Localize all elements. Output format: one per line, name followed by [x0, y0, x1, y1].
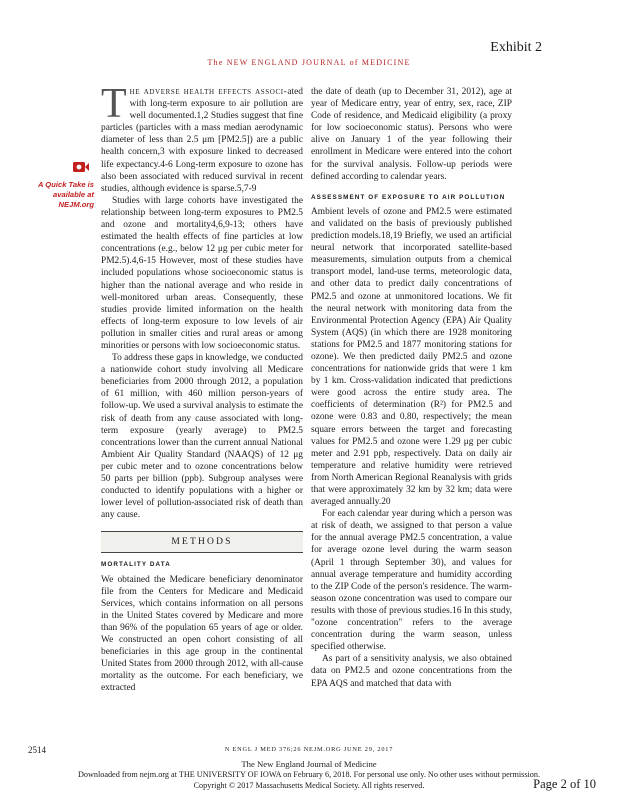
paragraph: Studies with large cohorts have investigated the relationship between long-term exposures to PM2.5 and ozone and mortality4,6,9-13; others have estimated the health effects of fine particles at low concentrations (e.g., below 12 μg per cubic meter for PM2.5).4,6-15 However, most of these studies have included populations whose socioeconomic status is higher than the national average and who reside in well-monitored urban areas. Consequently, these studies provide limited information on the health effects of long-term exposure to low levels of air pollution in smaller cities and rural areas or among minorities or persons with low socioeconomic status. — [101, 195, 303, 351]
left-column — [101, 81, 303, 695]
copyright-notice: Copyright © 2017 Massachusetts Medical Society. All rights reserved. — [193, 781, 425, 790]
paragraph: To address these gaps in knowledge, we conducted a nationwide cohort study involving all Medicare beneficiaries from 2000 through 2012, a population of 61 million, with 460 million person-years of follow-up. We used a survival analysis to estimate the risk of death from any cause associated with long-term exposure (yearly average) to PM2.5 concentrations lower than the current annual National Ambient Air Quality Standard (NAAQS) of 12 μg per cubic meter and to ozone concentrations below 50 parts per billion (ppb). Subgroup analyses were conducted to identify populations with a higher or lower level of pollution-associated risk of death than any cause. — [101, 353, 303, 521]
right-column — [311, 86, 512, 690]
page-of-indicator: Page 2 of 10 — [533, 777, 596, 791]
exhibit-label: Exhibit 2 — [490, 40, 542, 55]
intro-paragraph — [101, 81, 303, 195]
intro-rest: ated with long-term exposure to air pollution are well documented.1,2 Studies suggest that fine particles (particles with a mass median aerodynamic diameter of less than 2.5 μm [PM2.5]) are a public health concern,3 with exposure linked to decreased life expectancy.4-6 Long-term exposure to ozone has also been associated with reduced survival in recent studies, although evidence is sparse.5,7-9 — [101, 87, 303, 194]
footer-journal-name: The New England Journal of Medicine — [241, 759, 377, 769]
page-number: 2514 — [28, 745, 46, 755]
paragraph: the date of death (up to December 31, 2012), age at year of Medicare entry, year of entry, sex, race, ZIP Code of residence, and Medicaid eligibility (a proxy for low socioeconomic status). Persons who were alive on January 1 of the year following their enrollment in Medicare were entered into the cohort for the survival analysis. Follow-up periods were defined according to calendar years. — [311, 87, 512, 182]
paragraph: As part of a sensitivity analysis, we also obtained data on PM2.5 and ozone concentrations from the EPA AQS and matched that data with — [311, 654, 512, 689]
download-notice: Downloaded from nejm.org at THE UNIVERSITY OF IOWA on February 6, 2018. For personal use only. No other uses without permission. — [77, 770, 541, 779]
quick-take-link[interactable]: A Quick Take is available at NEJM.org — [38, 180, 94, 209]
drop-cap: T — [101, 81, 127, 127]
video-icon[interactable] — [72, 160, 90, 174]
journal-header: The NEW ENGLAND JOURNAL of MEDICINE — [207, 58, 411, 67]
footer-journal-line: N ENGL J MED 376;26 NEJM.ORG JUNE 29, 2017 — [224, 746, 394, 753]
intro-lead-sc: adverse health effects associ- — [143, 87, 288, 97]
section-subheading: MORTALITY DATA — [101, 561, 171, 569]
paragraph: Ambient levels of ozone and PM2.5 were estimated and validated on the basis of previously published prediction models.18,19 Briefly, we used an artificial neural network that incorporated satellite-based measurements, simulation outputs from a chemical transport model, land-use terms, meteorologic data, and other data to predict daily concentrations of PM2.5 and ozone at unmonitored locations. We fit the neural network with monitoring data from the Environmental Protection Agency (EPA) Air Quality System (AQS) (in which there are 1928 monitoring stations for PM2.5 and 1877 monitoring stations for ozone). We then predicted daily PM2.5 and ozone concentrations for nationwide grids that were 1 km by 1 km. Cross-validation indicated that predictions were good across the entire study area. The coefficients of determination (R²) for PM2.5 and ozone were 0.83 and 0.80, respectively; the mean square errors between the target and forecasting values for PM2.5 and ozone were 1.29 μg per cubic meter and 2.91 ppb, respectively. Data on daily air temperature and relative humidity were retrieved from North American Regional Reanalysis with grids that were approximately 32 km by 32 km; data were averaged annually.20 — [311, 206, 512, 508]
paragraph: We obtained the Medicare beneficiary denominator file from the Centers for Medicare and Medicaid Services, which contains information on all persons in the United States covered by Medicare and more than 96% of the population 65 years of age or older. We constructed an open cohort consisting of all beneficiaries in this age group in the continental United States from 2000 through 2012, with all-cause mortality as the outcome. For each beneficiary, we extracted — [101, 574, 303, 694]
methods-heading: METHODS — [101, 531, 303, 553]
section-subheading: ASSESSMENT OF EXPOSURE TO AIR POLLUTION — [311, 193, 506, 201]
intro-lead-a: he — [129, 87, 144, 97]
paragraph: For each calendar year during which a person was at risk of death, we assigned to that person a value for the annual average PM2.5 concentration, a value for average ozone level during the warm season (April 1 through September 30), and values for annual average temperature and humidity according to the ZIP Code of the person's residence. The warm-season ozone concentration was used to compare our results with those of previous studies.16 In this study, "ozone concentration" refers to the average concentration during the warm season, unless specified otherwise. — [311, 509, 512, 653]
